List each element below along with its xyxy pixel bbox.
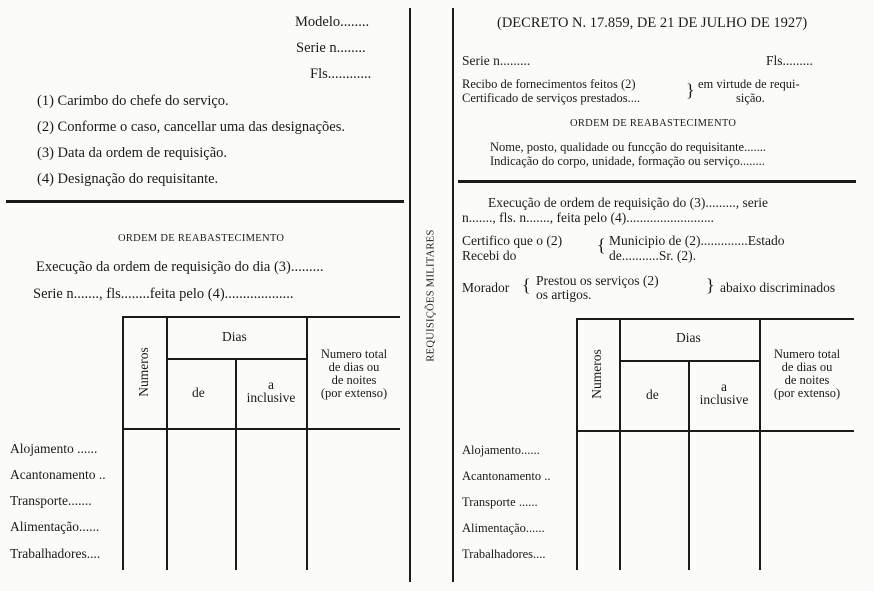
cert-line-2: Recebi do (462, 248, 517, 263)
right-heading: ORDEM DE REABASTECIMENTO (570, 118, 737, 129)
left-divider (6, 200, 404, 203)
cert-brace: { (597, 235, 606, 255)
spine-right-rule (452, 8, 454, 582)
left-row-alojamento: Alojamento ...... (10, 441, 98, 456)
left-row-acantonamento: Acantonamento .. (10, 467, 106, 482)
morador-brace: { (522, 275, 531, 295)
right-row-alojamento: Alojamento...... (462, 443, 540, 457)
right-serie: Serie n......... (462, 53, 531, 68)
note-3: (3) Data da ordem de requisição. (37, 145, 228, 161)
virtude-line-2: sição. (736, 91, 765, 105)
prestou-brace: } (706, 275, 715, 295)
left-col-de: de (192, 385, 205, 400)
modelo-field: Modelo........ (295, 14, 370, 30)
right-execucao-2: n......., fls. n......., feita pelo (4).......................... (462, 210, 714, 225)
nome-field: Nome, posto, qualidade ou funcção do requisitante....... (490, 140, 766, 154)
virtude-line-1: em virtude de requi- (698, 77, 800, 91)
right-row-trabalhadores: Trabalhadores.... (462, 547, 546, 561)
note-4: (4) Designação do requisitante. (37, 171, 219, 187)
left-execucao: Execução da ordem de requisição do dia (3)......... (36, 259, 324, 275)
left-row-trabalhadores: Trabalhadores.... (10, 546, 101, 561)
note-2: (2) Conforme o caso, cancellar uma das designações. (37, 119, 346, 135)
recibo-brace: } (686, 80, 695, 100)
spine-left-rule (409, 8, 411, 582)
right-fls: Fls......... (766, 53, 813, 68)
left-serie-feita: Serie n......., fls........feita pelo (4)................... (33, 286, 294, 302)
left-heading: ORDEM DE REABASTECIMENTO (118, 233, 285, 244)
serie-field: Serie n........ (296, 40, 366, 56)
right-col-total: Numero total de dias ou de noites (por extenso) (773, 347, 841, 400)
indicacao-field: Indicação do corpo, unidade, formação ou serviço........ (490, 154, 765, 168)
decree-title: (DECRETO N. 17.859, DE 21 DE JULHO DE 1927) (497, 15, 808, 31)
left-row-alimentacao: Alimentação...... (10, 519, 100, 534)
left-col-a-inclusive: a inclusive (246, 377, 296, 405)
recibo-line-2: Certificado de serviços prestados.... (462, 91, 641, 105)
right-col-a-inclusive: a inclusive (699, 379, 749, 407)
right-divider (458, 180, 856, 183)
right-execucao-1: Execução de ordem de requisição do (3)........., serie (488, 195, 769, 210)
right-col-dias: Dias (676, 330, 701, 345)
abaixo-label: abaixo discriminados (720, 280, 836, 295)
morador-label: Morador (462, 280, 510, 295)
fls-field: Fls............ (310, 66, 372, 82)
right-col-numeros: Numeros (589, 349, 604, 399)
left-col-dias: Dias (222, 329, 247, 344)
prestou-line-2: os artigos. (536, 287, 592, 302)
cert-line-1: Certifico que o (2) (462, 233, 563, 248)
spine-label: REQUISIÇÕES MILITARES (425, 229, 437, 362)
prestou-line-1: Prestou os serviços (2) (536, 273, 659, 288)
right-row-acantonamento: Acantonamento .. (462, 469, 551, 483)
municipio-line-2: de...........Sr. (2). (609, 248, 696, 263)
recibo-line-1: Recibo de fornecimentos feitos (2) (462, 77, 636, 91)
right-row-alimentacao: Alimentação...... (462, 521, 545, 535)
right-row-transporte: Transporte ...... (462, 495, 538, 509)
left-row-transporte: Transporte....... (10, 493, 92, 508)
left-col-total: Numero total de dias ou de noites (por extenso) (320, 347, 388, 400)
left-col-numeros: Numeros (136, 347, 151, 397)
note-1: (1) Carimbo do chefe do serviço. (37, 93, 229, 109)
right-col-de: de (646, 387, 659, 402)
municipio-line-1: Municipio de (2)..............Estado (609, 233, 785, 248)
